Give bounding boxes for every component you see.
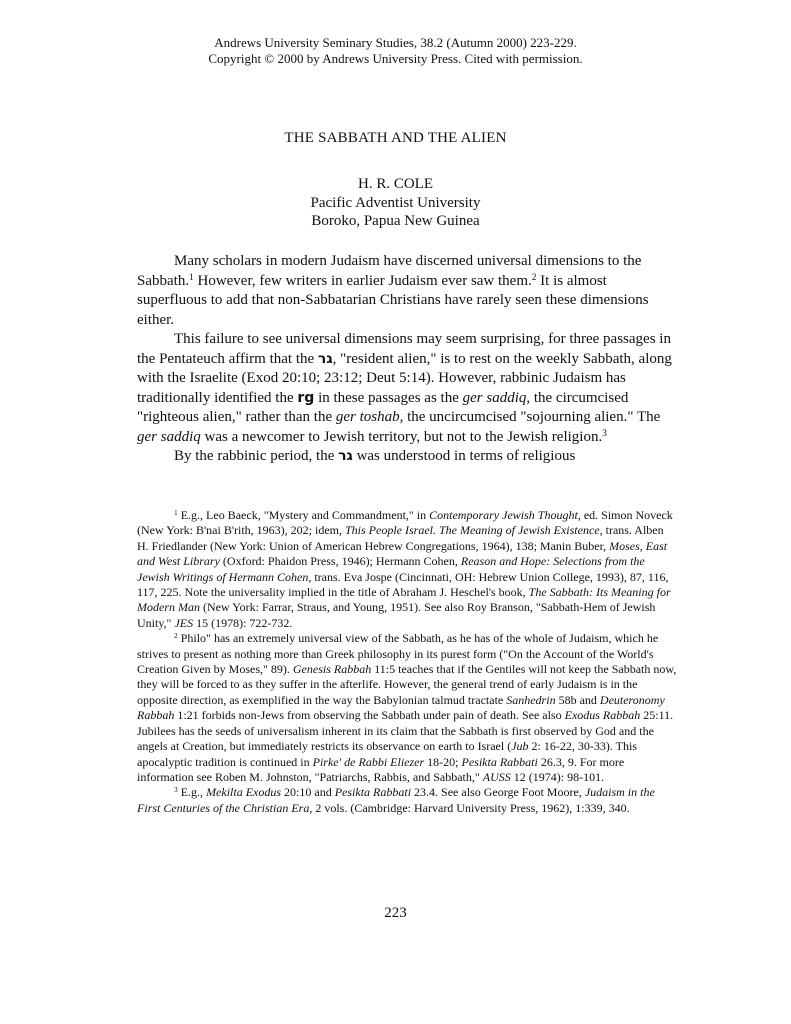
footnote-ref-2: 2 [531,272,537,283]
rg-term: rg [297,389,315,406]
ger-toshab-term: ger toshab [335,409,400,425]
ger-saddiq-term: ger saddiq [462,389,527,406]
author-location: Boroko, Papua New Guinea [311,213,480,229]
paragraph-2: This failure to see universal dimensions may seem surprising, for three passages in the Pentateuch affirm that the גר, "resident alien," is to rest on the weekly Sabbath, along with the Israelite (Exod 20:10; 23:12; Deut 5:14). However, rabbinic Judaism has traditionally identified the rg in these passages as the ger saddiq, the circumcised "righteous alien," rather than the ger toshab, the uncircumcised "sojourning alien." The ger saddiq was a newcomer to Jewish territory, but not to the Jewish religion.$^3$ [137,331,672,445]
footnote-ref-1: 1 [189,272,194,283]
ger-saddiq-term: ger saddiq [137,428,201,445]
hebrew-ger-term: גר [338,448,353,464]
paragraph-3: By the rabbinic period, the גר was understood in terms of religious [174,448,576,464]
journal-citation: Andrews University Seminary Studies, 38.2 (Autumn 2000) 223-229. [214,35,577,50]
footnote-2: $^2$ Philo" has an extremely universal view of the Sabbath, as he has of the whole of Judaism, which he strives to present as nothing more than Greek philosophy in its purest form ("On the Account of the World's Creation Given by Moses," 89). Genesis Rabbah 11:5 teaches that if the Gentiles will not keep the Sabbath now, they will be forced to as they suffer in the afterlife. However, the general trend of early Judaism is in the opposite direction, as exemplified in the way the Babylonian talmud tractate Sanhedrin 58b and Deuteronomy Rabbah 1:21 forbids non-Jews from observing the Sabbath under pain of death. See also Exodus Rabbah 25:11. Jubilees has the seeds of universalism inherent in its claim that the Sabbath is first observed by God and the angels at Creation, but immediately restricts its observance on earth to Israel (Jub 2: 16-22, 30-33). This apocalyptic tradition is continued in Pirke' de Rabbi Eliezer 18-20; Pesikta Rabbati 26.3, 9. For more information see Roben M. Johnston, "Patriarchs, Rabbis, and Sabbath," AUSS 12 (1974): 98-101. [137,631,677,784]
footnote-ref-3: 3 [602,428,607,439]
footnotes [137,508,677,816]
footnote-3: $^3$ E.g., Mekilta Exodus 20:10 and Pesikta Rabbati 23.4. See also George Foot Moore, Judaism in the First Centuries of the Christian Era, 2 vols. (Cambridge: Harvard University Press, 1962), 1:339, 340. [137,785,655,815]
paragraph-1: Many scholars in modern Judaism have discerned universal dimensions to the Sabbath.$^1$ However, few writers in earlier Judaism ever saw them.$^2$ It is almost superfluous to add that non-Sabbatarian Christians have rarely seen these dimensions either. [137,253,649,328]
page-number: 223 [384,905,407,921]
author-name: H. R. COLE [358,176,433,192]
footnote-1: $^1$ E.g., Leo Baeck, "Mystery and Commandment," in Contemporary Jewish Thought, ed. Simon Noveck (New York: B'nai B'rith, 1963), 202; idem, This People Israel. The Meaning of Jewish Existence, trans. Alben H. Friedlander (New York: Union of American Hebrew Congregations, 1964), 138; Manin Buber, Moses, East and West Library (Oxford: Phaidon Press, 1946); Hermann Cohen, Reason and Hope: Selections from the Jewish Writings of Hermann Cohen, trans. Eva Jospe (Cincinnati, OH: Hebrew Union College, 1993), 87, 116, 117, 225. Note the universality implied in the title of Abraham J. Heschel's book, The Sabbath: Its Meaning for Modern Man (New York: Farrar, Straus, and Young, 1951). See also Roy Branson, "Sabbath-Hem of Jewish Unity," JES 15 (1978): 722-732. [137,507,673,630]
author-affiliation: Pacific Adventist University [310,194,481,211]
author-block [0,175,791,231]
hebrew-ger-term: גר [317,350,333,367]
copyright-notice: Copyright © 2000 by Andrews University Press. Cited with permission. [208,51,583,66]
body-text [137,252,677,467]
article-title: THE SABBATH AND THE ALIEN [284,130,507,146]
